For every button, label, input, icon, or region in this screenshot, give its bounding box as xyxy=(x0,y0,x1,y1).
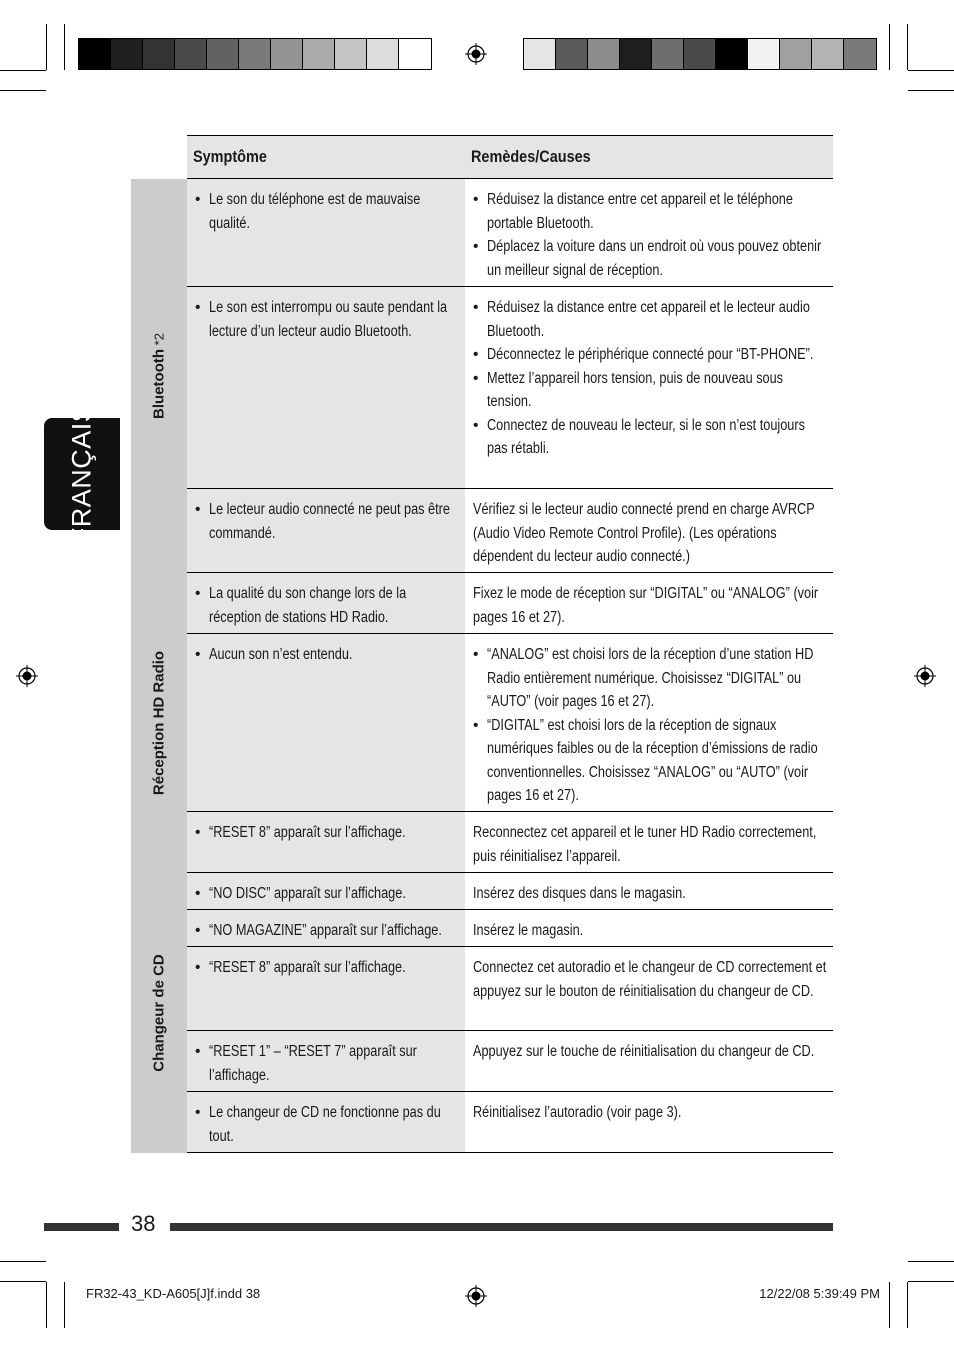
remedy-cell xyxy=(465,947,833,1030)
remedy-text: Réduisez la distance entre cet appareil et le lecteur audio Bluetooth. xyxy=(487,299,810,340)
symptom-item xyxy=(187,1040,457,1087)
color-swatch xyxy=(684,39,716,69)
symptom-text: Le lecteur audio connecté ne peut pas être commandé. xyxy=(209,501,450,542)
remedy-item xyxy=(465,188,827,235)
symptom-text: “NO MAGAZINE” apparaît sur l’affichage. xyxy=(209,922,442,939)
remedy-item xyxy=(465,296,827,343)
symptom-text: Le son du téléphone est de mauvaise qualité. xyxy=(209,191,421,232)
table-row xyxy=(187,1031,833,1092)
color-swatch xyxy=(524,39,556,69)
symptom-cell xyxy=(187,634,465,811)
color-swatch xyxy=(716,39,748,69)
registration-mark-icon xyxy=(914,665,936,687)
symptom-cell xyxy=(187,287,465,488)
symptom-item xyxy=(187,643,457,667)
symptom-cell xyxy=(187,910,465,946)
table-row xyxy=(187,179,833,287)
remedy-text: Insérez des disques dans le magasin. xyxy=(473,885,686,902)
remedy-cell xyxy=(465,873,833,909)
symptom-item xyxy=(187,1101,457,1148)
crop-mark xyxy=(907,1282,908,1328)
color-swatch xyxy=(780,39,812,69)
remedy-cell xyxy=(465,573,833,633)
crop-mark xyxy=(908,1281,954,1282)
remedy-cell xyxy=(465,1031,833,1091)
symptom-text: Le changeur de CD ne fonctionne pas du tout. xyxy=(209,1104,441,1145)
remedy-text: Mettez l’appareil hors tension, puis de nouveau sous tension. xyxy=(487,369,784,410)
color-swatch xyxy=(748,39,780,69)
category-footnote-ref: *2 xyxy=(151,333,167,349)
table-row xyxy=(187,947,833,1031)
remedy-cell xyxy=(465,1092,833,1152)
remedy-cell xyxy=(465,179,833,286)
color-swatch xyxy=(239,39,271,69)
crop-mark xyxy=(46,24,47,70)
color-bar-right xyxy=(523,38,877,70)
color-swatch xyxy=(143,39,175,69)
symptom-text: Le son est interrompu ou saute pendant la lecture d’un lecteur audio Bluetooth. xyxy=(209,299,448,340)
symptom-cell xyxy=(187,1031,465,1091)
symptom-item xyxy=(187,188,457,235)
symptom-text: “RESET 8” apparaît sur l’affichage. xyxy=(209,824,406,841)
table-row xyxy=(187,287,833,489)
symptom-cell xyxy=(187,947,465,1030)
language-tab xyxy=(44,403,120,545)
symptom-text: “RESET 1” – “RESET 7” apparaît sur l’affichage. xyxy=(209,1043,417,1084)
remedy-text: Déconnectez le périphérique connecté pour “BT-PHONE”. xyxy=(487,346,814,363)
crop-mark xyxy=(907,24,908,70)
crop-mark xyxy=(908,70,954,71)
remedy-cell xyxy=(465,287,833,488)
table-header xyxy=(187,135,833,179)
symptom-item xyxy=(187,498,457,545)
remedy-text: Insérez le magasin. xyxy=(473,922,584,939)
crop-mark xyxy=(0,70,46,71)
symptom-cell xyxy=(187,179,465,286)
remedy-text: Appuyez sur le touche de réinitialisation du changeur de CD. xyxy=(473,1043,815,1060)
remedy-item xyxy=(465,643,827,714)
color-swatch xyxy=(271,39,303,69)
symptom-cell xyxy=(187,873,465,909)
footer-bar-left xyxy=(44,1223,119,1231)
crop-mark xyxy=(64,1282,65,1328)
crop-mark xyxy=(908,90,954,91)
remedy-text: Déplacez la voiture dans un endroit où vous pouvez obtenir un meilleur signal de réception. xyxy=(487,238,822,279)
remedy-text: Réduisez la distance entre cet appareil et le téléphone portable Bluetooth. xyxy=(487,191,793,232)
color-swatch xyxy=(335,39,367,69)
symptom-item xyxy=(187,919,457,943)
remedy-cell xyxy=(465,634,833,811)
remedy-item xyxy=(465,367,827,414)
registration-mark-icon xyxy=(465,1285,487,1307)
remedy-text: Vérifiez si le lecteur audio connecté prend en charge AVRCP (Audio Video Remote Control Profile). (Les opérations dépendent du lecteur audio connecté.) xyxy=(473,501,815,565)
crop-mark xyxy=(889,1282,890,1328)
table-row xyxy=(187,910,833,947)
symptom-item xyxy=(187,296,457,343)
symptom-cell xyxy=(187,812,465,872)
table-row xyxy=(187,489,833,573)
symptom-text: “NO DISC” apparaît sur l’affichage. xyxy=(209,885,406,902)
remedy-item xyxy=(465,714,827,808)
symptom-item xyxy=(187,821,457,845)
category-label: Changeur de CD xyxy=(150,954,168,1072)
remedy-text: Fixez le mode de réception sur “DIGITAL” ou “ANALOG” (voir pages 16 et 27). xyxy=(473,585,819,626)
slug-timestamp: 12/22/08 5:39:49 PM xyxy=(759,1286,880,1301)
color-swatch xyxy=(844,39,876,69)
remedy-text: Reconnectez cet appareil et le tuner HD Radio correctement, puis réinitialisez l’appareil. xyxy=(473,824,817,865)
remedy-item xyxy=(465,235,827,282)
color-swatch xyxy=(367,39,399,69)
color-swatch xyxy=(303,39,335,69)
color-swatch xyxy=(588,39,620,69)
color-swatch xyxy=(620,39,652,69)
category-cell xyxy=(131,179,187,573)
symptom-cell xyxy=(187,573,465,633)
symptom-text: “RESET 8” apparaît sur l’affichage. xyxy=(209,959,406,976)
remedy-item xyxy=(465,343,827,367)
symptom-cell xyxy=(187,489,465,572)
symptom-item xyxy=(187,882,457,906)
table-row xyxy=(187,873,833,910)
symptom-item xyxy=(187,956,457,980)
color-bar-left xyxy=(78,38,432,70)
crop-mark xyxy=(64,24,65,70)
remedy-cell xyxy=(465,910,833,946)
category-cell xyxy=(131,573,187,873)
registration-mark-icon xyxy=(465,43,487,65)
crop-mark xyxy=(0,90,46,91)
table-row xyxy=(187,634,833,812)
color-swatch xyxy=(207,39,239,69)
symptom-cell xyxy=(187,1092,465,1152)
color-swatch xyxy=(652,39,684,69)
color-swatch xyxy=(111,39,143,69)
remedy-cell xyxy=(465,489,833,572)
crop-mark xyxy=(0,1281,46,1282)
color-swatch xyxy=(399,39,431,69)
symptom-text: Aucun son n’est entendu. xyxy=(209,646,353,663)
slug-file-info: FR32-43_KD-A605[J]f.indd 38 xyxy=(86,1286,261,1301)
color-swatch xyxy=(812,39,844,69)
header-symptom: Symptôme xyxy=(193,147,267,166)
symptom-text: La qualité du son change lors de la réception de stations HD Radio. xyxy=(209,585,407,626)
remedy-text: Connectez cet autoradio et le changeur de CD correctement et appuyez sur le bouton de réinitialisation du changeur de CD. xyxy=(473,959,827,1000)
remedy-text: “DIGITAL” est choisi lors de la réception de signaux numériques faibles ou de la réception d’émissions de radio conventionnelles. Choisissez “ANALOG” ou “AUTO” (voir pages 16 et 27). xyxy=(487,716,818,804)
category-label: Bluetooth *2 xyxy=(150,333,168,419)
header-remedy: Remèdes/Causes xyxy=(471,147,591,166)
crop-mark xyxy=(46,1282,47,1328)
color-swatch xyxy=(175,39,207,69)
language-tab-label: FRANÇAIS xyxy=(66,403,97,545)
crop-mark xyxy=(908,1261,954,1262)
remedy-text: Réinitialisez l’autoradio (voir page 3). xyxy=(473,1104,682,1121)
remedy-item xyxy=(465,414,827,461)
crop-mark xyxy=(0,1261,46,1262)
table-row xyxy=(187,812,833,873)
color-swatch xyxy=(556,39,588,69)
table-row xyxy=(187,1092,833,1153)
registration-mark-icon xyxy=(16,665,38,687)
table-row xyxy=(187,573,833,634)
category-label: Réception HD Radio xyxy=(150,650,168,796)
remedy-text: “ANALOG” est choisi lors de la réception d’une station HD Radio entièrement numérique. Choisissez “DIGITAL” ou “AUTO” (voir pages 16 et 27). xyxy=(487,646,814,710)
remedy-cell xyxy=(465,812,833,872)
footer-bar-right xyxy=(170,1223,833,1231)
page-number: 38 xyxy=(131,1211,156,1236)
color-swatch xyxy=(79,39,111,69)
crop-mark xyxy=(889,24,890,70)
remedy-text: Connectez de nouveau le lecteur, si le son n’est toujours pas rétabli. xyxy=(487,416,805,457)
symptom-item xyxy=(187,582,457,629)
category-cell xyxy=(131,873,187,1153)
